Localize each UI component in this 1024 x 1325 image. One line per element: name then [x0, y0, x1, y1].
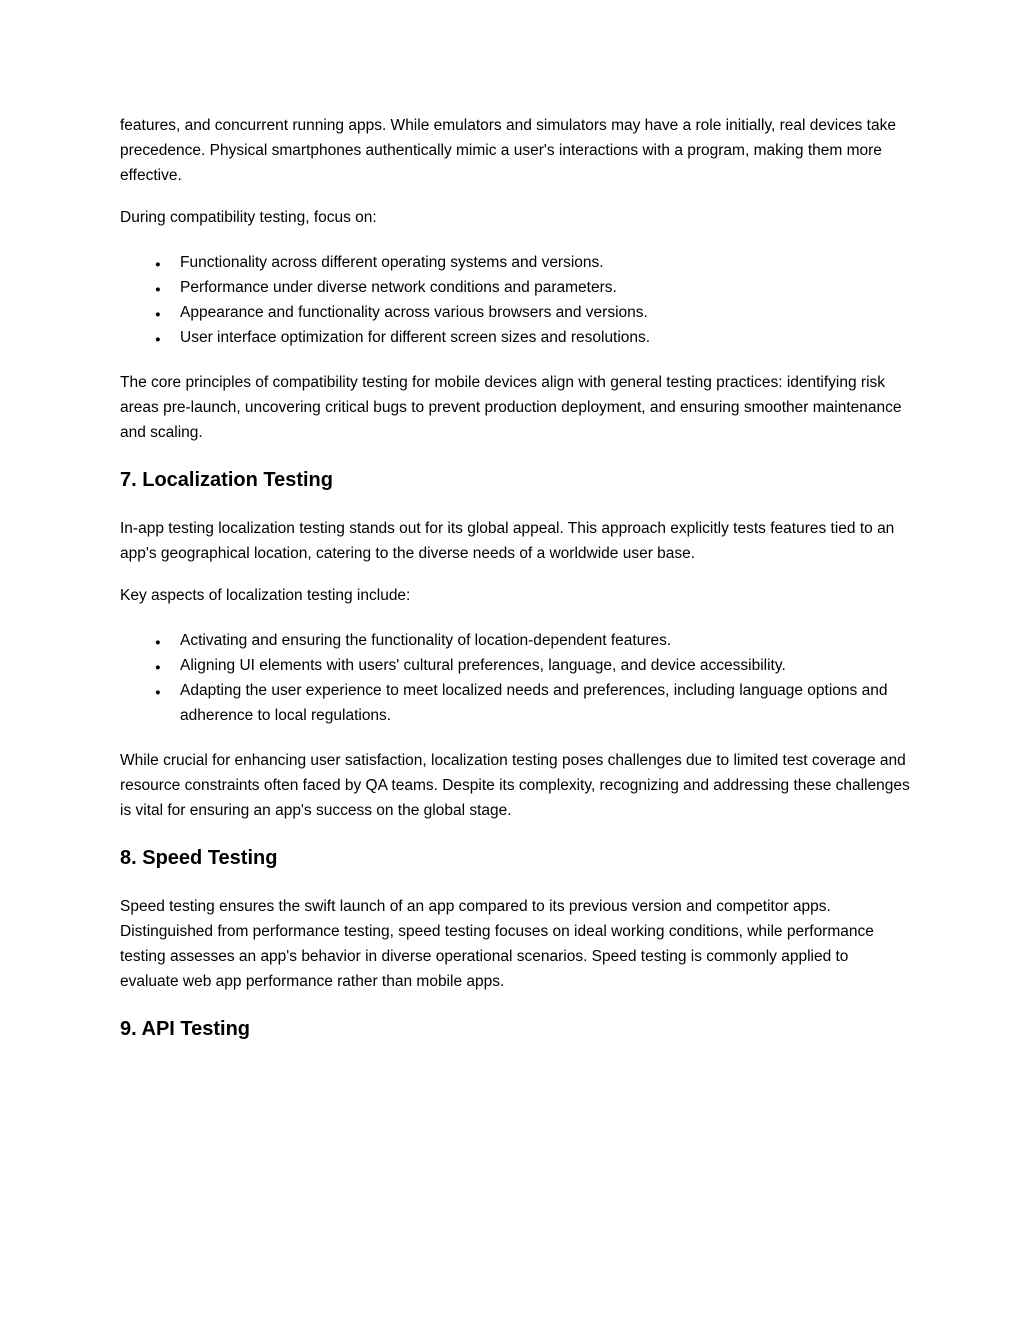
heading-api-testing: 9. API Testing	[120, 1018, 251, 1040]
list-item: ● Aligning UI elements with users' cultural preferences, language, and device accessibility.	[120, 653, 910, 678]
list-item: ● Adapting the user experience to meet localized needs and preferences, including language options and adherence to local regulations.	[120, 678, 910, 728]
paragraph-localization-intro: In-app testing localization testing stands out for its global appeal. This approach explicitly tests features tied to an app's geographical location, catering to the diverse needs of a worldwide user base.	[120, 520, 895, 562]
paragraph-compatibility-devices: features, and concurrent running apps. While emulators and simulators may have a role initially, real devices take precedence. Physical smartphones authentically mimic a user's interactions with a program, making them more effective.	[120, 117, 896, 184]
paragraph-speed-testing: Speed testing ensures the swift launch of an app compared to its previous version and competitor apps. Distinguished from performance testing, speed testing focuses on ideal working conditions, while performance testing assesses an app's behavior in diverse operational scenarios. Speed testing is commonly applied to evaluate web app performance rather than mobile apps.	[120, 898, 874, 990]
document-content	[120, 113, 910, 1065]
bullet-list-compatibility-focus	[120, 250, 910, 350]
list-item: ● Functionality across different operating systems and versions.	[120, 250, 910, 275]
heading-speed-testing: 8. Speed Testing	[120, 847, 278, 869]
heading-localization-testing: 7. Localization Testing	[120, 469, 333, 491]
list-item: ● Performance under diverse network conditions and parameters.	[120, 275, 910, 300]
list-item: ● User interface optimization for different screen sizes and resolutions.	[120, 325, 910, 350]
list-item: ● Activating and ensuring the functionality of location-dependent features.	[120, 628, 910, 653]
bullet-list-localization-aspects	[120, 628, 910, 728]
paragraph-localization-challenges: While crucial for enhancing user satisfaction, localization testing poses challenges due to limited test coverage and resource constraints often faced by QA teams. Despite its complexity, recognizing and addressing these challenges is vital for ensuring an app's success on the global stage.	[120, 752, 910, 819]
paragraph-compatibility-focus-intro: During compatibility testing, focus on:	[120, 209, 377, 226]
paragraph-localization-aspects-intro: Key aspects of localization testing include:	[120, 587, 411, 604]
paragraph-compatibility-core-principles: The core principles of compatibility testing for mobile devices align with general testing practices: identifying risk areas pre-launch, uncovering critical bugs to prevent production deployment, and ensuring smoother maintenance and scaling.	[120, 374, 902, 441]
list-item: ● Appearance and functionality across various browsers and versions.	[120, 300, 910, 325]
